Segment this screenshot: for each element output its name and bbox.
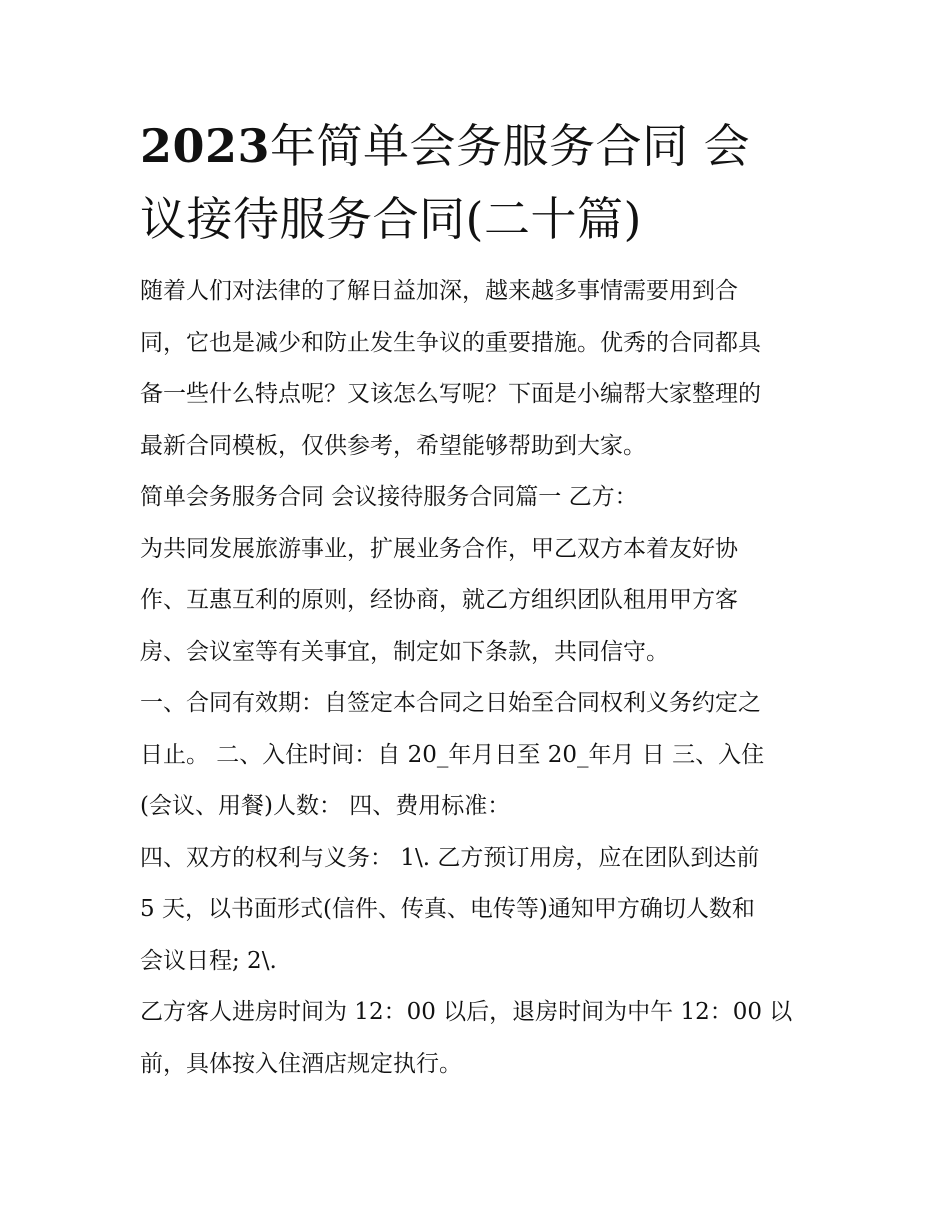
text-line: 日止。 二、入住时间：自 20_年月日至 20_年月 日 三、入住 (140, 741, 765, 768)
title-line-1-text: 年简单会务服务合同 会 (270, 119, 751, 173)
text-line: 房、会议室等有关事宜，制定如下条款，共同信守。 (140, 638, 669, 665)
text-line: 一、合同有效期：自签定本合同之日始至合同权利义务约定之 (140, 690, 761, 716)
text-line: 最新合同模板，仅供参考，希望能够帮助到大家。 (140, 432, 646, 459)
document-page (140, 110, 820, 1090)
title-year: 2023 (140, 119, 271, 173)
text-line: 简单会务服务合同 会议接待服务合同篇一 乙方： (140, 484, 638, 510)
section-heading-paragraph (140, 472, 820, 524)
text-line: 作、互惠互利的原则，经协商，就乙方组织团队租用甲方客 (140, 587, 738, 613)
rights-paragraph (140, 833, 820, 988)
text-line: 为共同发展旅游事业，扩展业务合作，甲乙双方本着友好协 (140, 535, 738, 562)
text-line: 备一些什么特点呢？又该怎么写呢？下面是小编帮大家整理的 (140, 381, 761, 407)
checkin-paragraph (140, 987, 820, 1090)
document-body (140, 266, 820, 1090)
document-title (140, 110, 820, 256)
text-line: 前，具体按入住酒店规定执行。 (140, 1050, 462, 1077)
title-line-1 (140, 110, 820, 183)
text-line: 四、双方的权利与义务： 1\. 乙方预订用房，应在团队到达前 (140, 844, 760, 871)
text-line: 会议日程; 2\. (140, 947, 277, 974)
purpose-paragraph (140, 524, 820, 679)
text-line: 5 天，以书面形式(信件、传真、电传等)通知甲方确切人数和 (140, 896, 755, 922)
text-line: (会议、用餐)人数： 四、费用标准： (140, 793, 511, 819)
text-line: 随着人们对法律的了解日益加深，越来越多事情需要用到合 (140, 278, 738, 304)
text-line: 同，它也是减少和防止发生争议的重要措施。优秀的合同都具 (140, 329, 761, 356)
terms-paragraph (140, 678, 820, 833)
intro-paragraph (140, 266, 820, 472)
title-line-2: 议接待服务合同(二十篇) (140, 192, 642, 246)
text-line: 乙方客人进房时间为 12：00 以后，退房时间为中午 12：00 以 (140, 999, 793, 1025)
